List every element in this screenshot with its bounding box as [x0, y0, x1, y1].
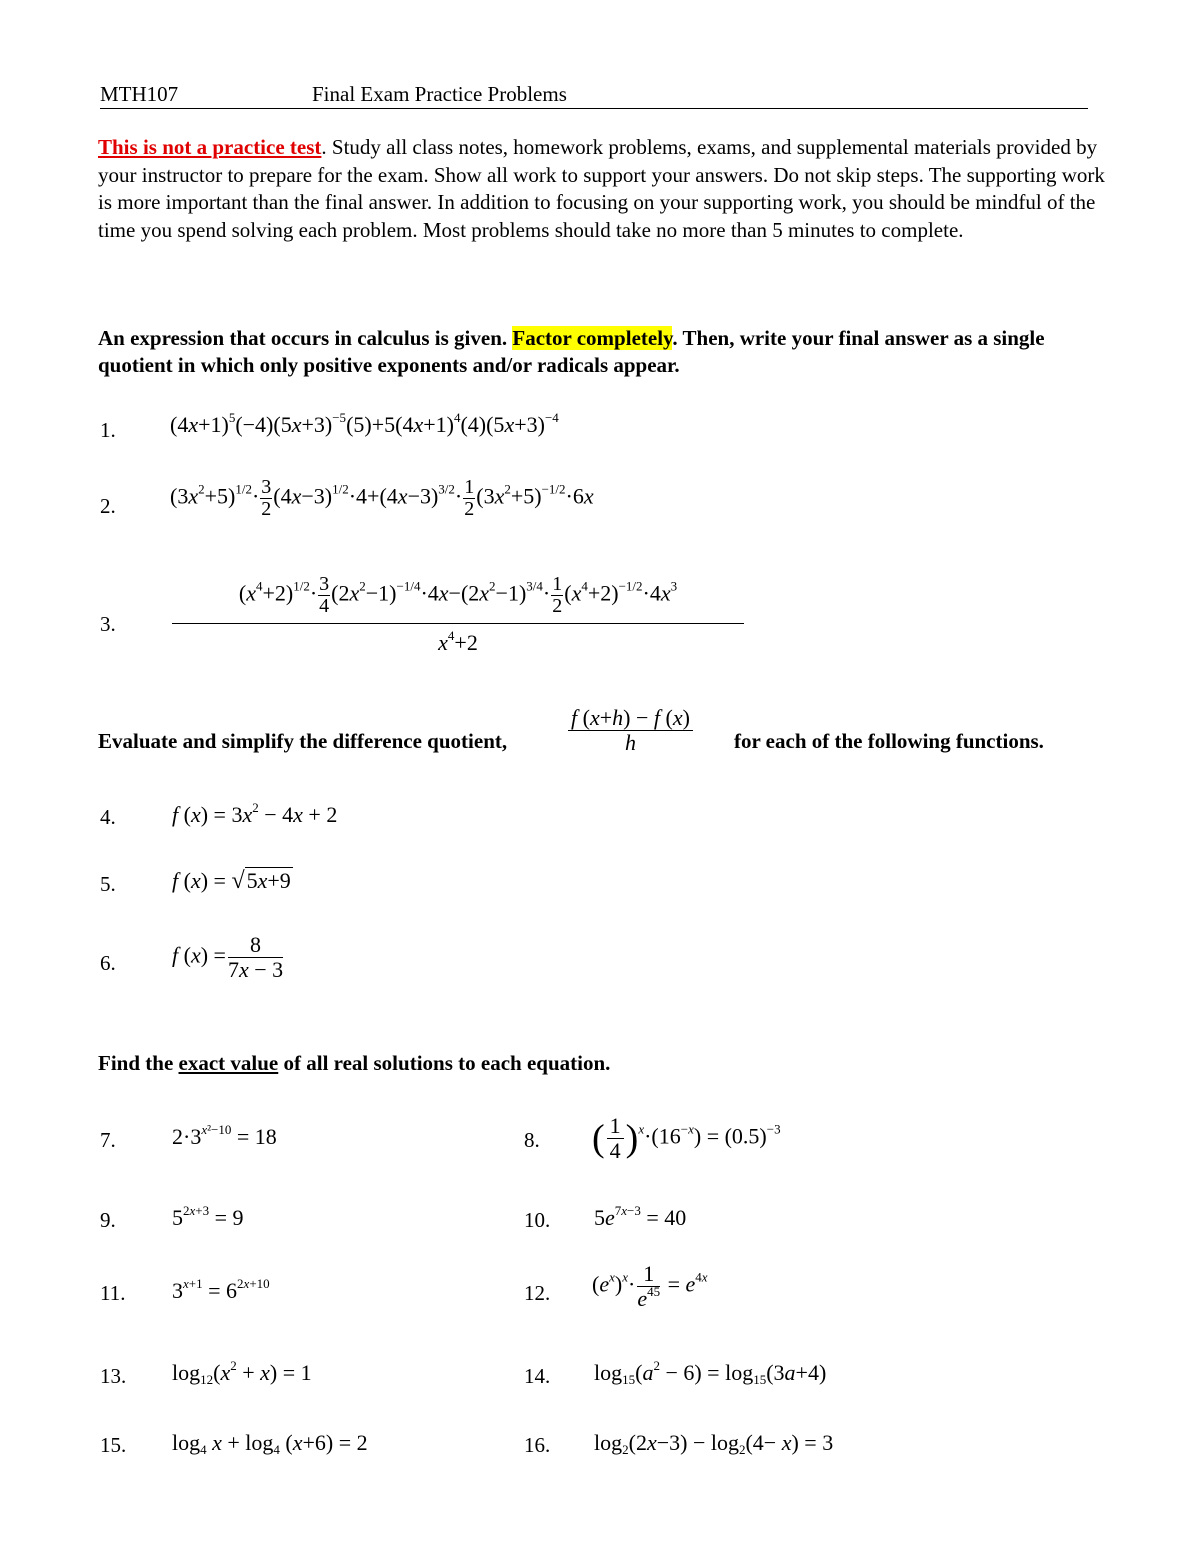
problem-6-expression: f (x) = $\frac{8}{7x - 3}$: [172, 932, 284, 982]
problem-3-expression: $(x^4+2)^{1/2}\cdot$ $\frac{3}{4}$ $(2x^2-1)^{-1/4}\cdot 4x-(2x^2-1)^{3/4}\cdot$ $\frac{1}{2}$ $(x^4+2)^{-1/2}\cdot 4x^3$ $x^4+2$: [172, 574, 744, 656]
difference-quotient-heading-end: for each of the following functions.: [734, 729, 1044, 753]
problem-number: 8.: [524, 1128, 540, 1152]
problem-2-expression: $(3x^2+5)^{1/2}\cdot$ $\frac{3}{2}$ $(4x-3)^{1/2}\cdot 4+(4x-3)^{3/2}\cdot$ $\frac{1}{2}$ $(3x^2+5)^{-1/2}\cdot 6x$: [170, 476, 594, 520]
problem-number: 15.: [100, 1433, 127, 1457]
difference-quotient-heading: Evaluate and simplify the difference quotient,: [98, 729, 508, 753]
problem-number: 13.: [100, 1364, 127, 1388]
course-code: MTH107: [100, 82, 179, 106]
problem-8-expression: ( $\frac{1}{4}$ )$^x\cdot(16^{-x}) = (0.5)^{-3}$: [592, 1113, 781, 1163]
problem-4-expression: f $(x) = 3x^2 - 4x + 2$: [172, 800, 338, 827]
section-factor-heading: An expression that occurs in calculus is given. Factor completely. Then, write your final answer as a single quotient in which only positive exponents and/or radicals appear.: [98, 326, 1045, 377]
problem-number: 7.: [100, 1128, 116, 1152]
warning-text: This is not a practice test: [98, 135, 322, 159]
exact-value-underlined: exact value: [178, 1051, 279, 1075]
problem-1-expression: $(4x+1)^5(-4)(5x+3)^{-5}(5)+5(4x+1)^4(4)(5x+3)^{-4}$: [170, 410, 559, 437]
factor-completely-highlight: Factor completely: [512, 326, 673, 350]
problem-number: 9.: [100, 1208, 116, 1232]
problem-5-expression: f (x) = √5x+9: [172, 868, 291, 894]
exact-value-heading: Find the exact value of all real solutions to each equation.: [98, 1051, 611, 1075]
problem-number: 6.: [100, 951, 116, 975]
problem-number: 5.: [100, 872, 116, 896]
problem-16-expression: $\log_2(2x-3) - \log_2(4- x) = 3$: [594, 1430, 834, 1457]
problem-10-expression: $5e^{7x-3} = 40$: [594, 1203, 687, 1230]
problem-number: 14.: [524, 1364, 551, 1388]
document-title: Final Exam Practice Problems: [312, 82, 567, 106]
problem-13-expression: $\log_{12}(x^2 + x) = 1$: [172, 1358, 312, 1387]
problem-12-expression: $(e^x)^x\cdot$ $\frac{1}{e^{45}}$ = $e^{4x}$: [592, 1261, 708, 1311]
problem-number: 10.: [524, 1208, 551, 1232]
page-header: [100, 82, 1088, 109]
problem-number: 12.: [524, 1281, 551, 1305]
problem-9-expression: $5^{2x+3} = 9$: [172, 1203, 244, 1230]
intro-paragraph: [98, 134, 1108, 244]
problem-number: 4.: [100, 805, 116, 829]
problem-number: 16.: [524, 1433, 551, 1457]
problem-11-expression: $3^{x+1} = 6^{2x+10}$: [172, 1276, 270, 1303]
problem-number: 2.: [100, 494, 116, 518]
problem-7-expression: $2\cdot 3^{x^2-10} = 18$: [172, 1122, 277, 1149]
problem-number: 11.: [100, 1281, 126, 1305]
difference-quotient-formula: $\frac{f (x+h) - f (x)}{h}$: [566, 706, 695, 755]
problem-number: 1.: [100, 418, 116, 442]
problem-number: 3.: [100, 612, 116, 636]
problem-15-expression: $\log_4 x + \log_4 (x+6) = 2$: [172, 1430, 368, 1457]
problem-14-expression: $\log_{15}(a^2 - 6) = \log_{15}(3a+4)$: [594, 1358, 827, 1387]
intro-text: . Study all class notes, homework problems, exams, and supplemental materials provided by your instructor to prepare for the exam. Show all work to support your answers. Do not skip steps. The supporting work is more important than the final answer. In addition to focusing on your supporting work, you should be mindful of the time you spend solving each problem. Most problems should take no more than 5 minutes to complete.: [98, 135, 1105, 242]
